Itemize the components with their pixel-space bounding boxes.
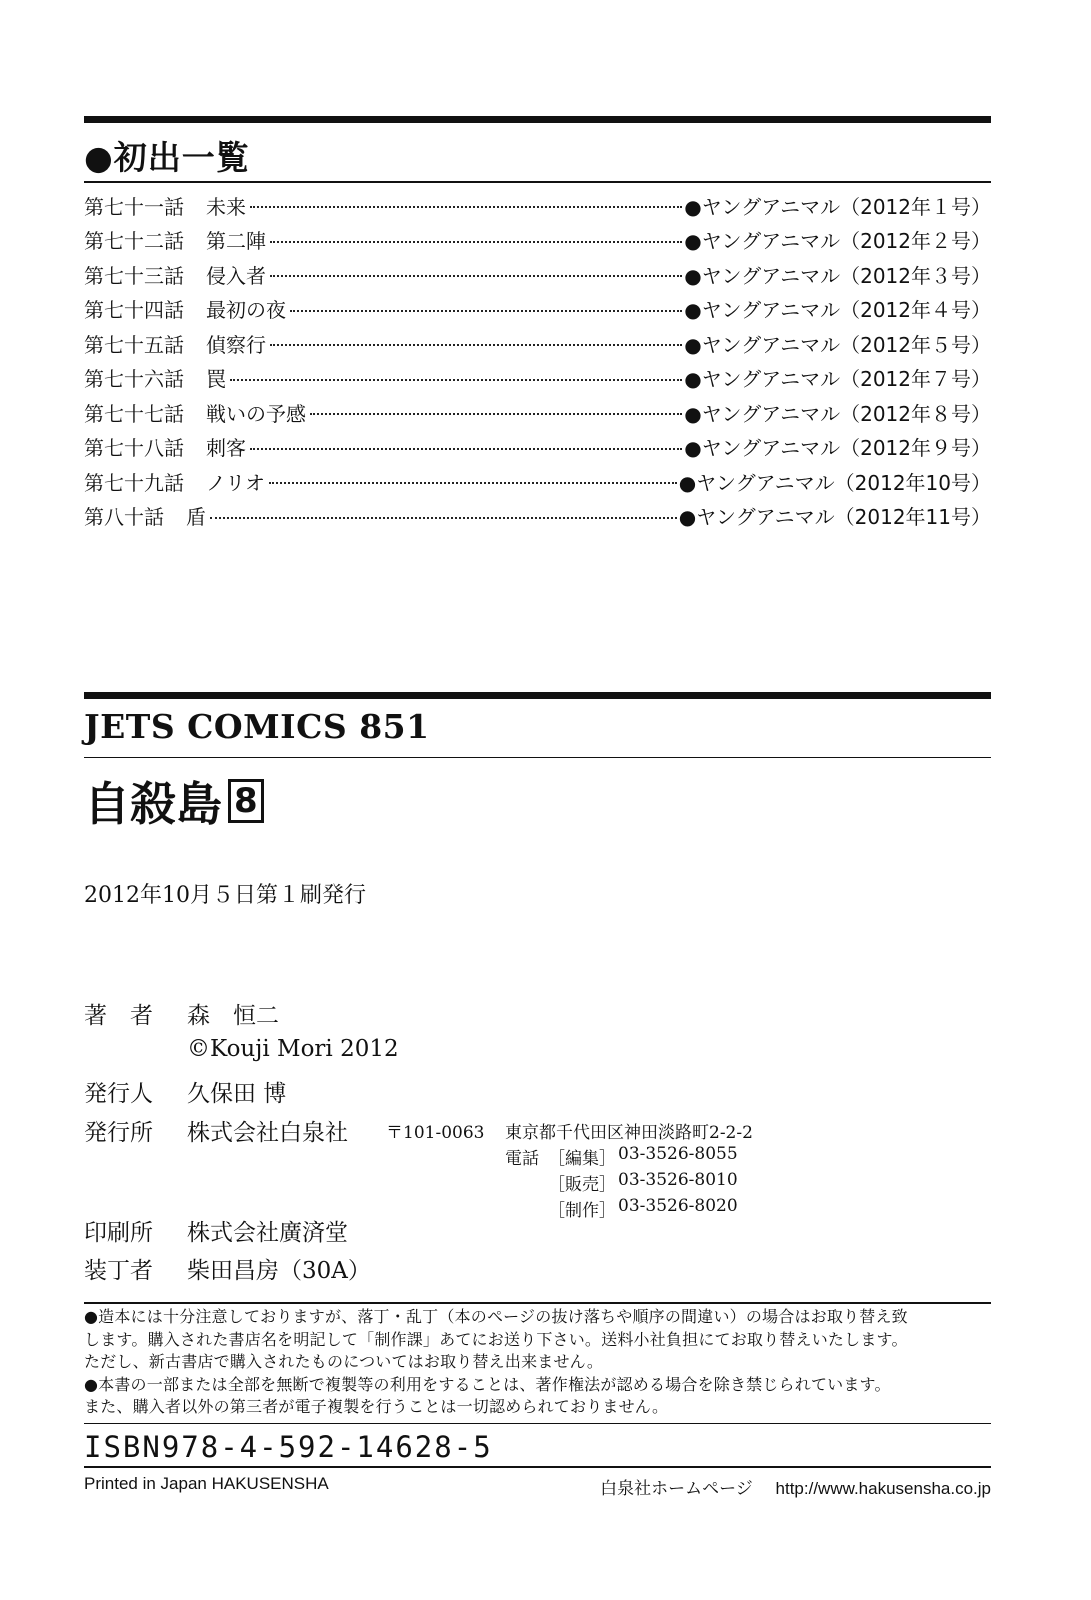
notice-bottom-rule xyxy=(84,1423,991,1424)
first-appearance-heading: ●初出一覧 xyxy=(84,138,250,177)
toc-source: ●ヤングアニマル（2012年３号） xyxy=(684,263,991,288)
heading-underline xyxy=(84,181,991,183)
publisher-name: 株式会社白泉社 xyxy=(187,1120,348,1146)
designer-label: 装丁者 xyxy=(84,1258,153,1284)
toc-row xyxy=(84,326,991,361)
publisher-address: 東京都千代田区神田淡路町2-2-2 xyxy=(505,1123,753,1143)
publish-date: 2012年10月５日第１刷発行 xyxy=(84,883,366,908)
toc-row xyxy=(84,430,991,465)
toc-leader-dots xyxy=(250,206,682,208)
phone-number: 03-3526-8055 xyxy=(618,1144,738,1164)
toc-row xyxy=(84,223,991,258)
homepage-label: 白泉社ホームページ xyxy=(600,1479,753,1498)
volume-number-box: 8 xyxy=(228,779,264,823)
printer-name: 株式会社廣済堂 xyxy=(187,1220,348,1246)
isbn: ISBN978-4-592-14628-5 xyxy=(84,1430,493,1464)
toc-title: 刺客 xyxy=(206,436,246,461)
phone-dept: ［販売］ xyxy=(548,1175,616,1195)
toc-title: 偵察行 xyxy=(206,332,266,357)
toc-title: 未来 xyxy=(206,194,246,219)
toc-row xyxy=(84,188,991,223)
toc-leader-dots xyxy=(250,448,682,450)
notice-line: ●造本には十分注意しておりますが、落丁・乱丁（本のページの抜け落ちや順序の間違い）の場合はお取り替え致 xyxy=(84,1307,908,1326)
toc-episode: 第七十四話 xyxy=(84,298,184,323)
author-name: 森 恒二 xyxy=(187,1003,279,1029)
colophon-thick-rule xyxy=(84,692,991,699)
notice-line: ●本書の一部または全部を無断で複製等の利用をすることは、著作権法が認める場合を除き禁じられています。 xyxy=(84,1374,891,1394)
notice-line: ただし、新古書店で購入されたものについてはお取り替え出来ません。 xyxy=(84,1352,604,1372)
toc-episode: 第七十五話 xyxy=(84,332,184,357)
toc-source: ●ヤングアニマル（2012年11号） xyxy=(678,505,991,530)
publisher-label: 発行所 xyxy=(84,1120,153,1146)
postal-code: 〒101-0063 xyxy=(386,1123,485,1143)
toc-leader-dots xyxy=(270,275,682,277)
homepage-url[interactable]: http://www.hakusensha.co.jp xyxy=(775,1479,991,1498)
toc-source: ●ヤングアニマル（2012年８号） xyxy=(684,401,991,426)
toc-episode: 第八十話 xyxy=(84,505,164,530)
notice-block xyxy=(84,1306,999,1419)
toc-row xyxy=(84,361,991,396)
toc-title: 第二陣 xyxy=(206,229,266,254)
toc-source: ●ヤングアニマル（2012年４号） xyxy=(684,298,991,323)
footer-homepage xyxy=(600,1474,991,1499)
toc-episode: 第七十七話 xyxy=(84,401,184,426)
publisher-person-label: 発行人 xyxy=(84,1081,153,1107)
printer-label: 印刷所 xyxy=(84,1220,153,1246)
toc-leader-dots xyxy=(230,379,682,381)
toc-leader-dots xyxy=(310,413,682,415)
toc-leader-dots xyxy=(270,344,682,346)
toc-episode: 第七十三話 xyxy=(84,263,184,288)
toc-row xyxy=(84,292,991,327)
top-thick-rule xyxy=(84,116,991,123)
phone-number: 03-3526-8020 xyxy=(618,1196,738,1216)
notice-top-rule xyxy=(84,1302,991,1304)
toc-episode: 第七十一話 xyxy=(84,194,184,219)
toc-title: 侵入者 xyxy=(206,263,266,288)
series-underline xyxy=(84,757,991,758)
toc-leader-dots xyxy=(269,482,677,484)
toc-row xyxy=(84,499,991,534)
phone-number: 03-3526-8010 xyxy=(618,1170,738,1190)
toc-leader-dots xyxy=(270,241,682,243)
toc-episode: 第七十八話 xyxy=(84,436,184,461)
notice-line: します。購入された書店名を明記して「制作課」あてにお送り下さい。送料小社負担にてお取り替えいたします。 xyxy=(84,1329,908,1349)
toc-leader-dots xyxy=(210,517,677,519)
toc-source: ●ヤングアニマル（2012年10号） xyxy=(678,470,991,495)
phone-dept: ［制作］ xyxy=(548,1201,616,1221)
toc-source: ●ヤングアニマル（2012年７号） xyxy=(684,367,991,392)
toc-title: ノリオ xyxy=(206,470,265,495)
phone-dept: ［編集］ xyxy=(548,1149,616,1169)
author-label: 著 者 xyxy=(84,1003,153,1029)
toc-leader-dots xyxy=(290,310,682,312)
designer-name: 柴田昌房（30A） xyxy=(187,1258,371,1284)
toc-source: ●ヤングアニマル（2012年５号） xyxy=(684,332,991,357)
toc-title: 最初の夜 xyxy=(206,298,286,323)
toc-title: 戦いの予感 xyxy=(206,401,306,426)
toc-row xyxy=(84,395,991,430)
phone-label: 電話 xyxy=(505,1149,539,1169)
toc-row xyxy=(84,257,991,292)
book-title xyxy=(84,768,264,834)
toc-source: ●ヤングアニマル（2012年２号） xyxy=(684,229,991,254)
toc-source: ●ヤングアニマル（2012年１号） xyxy=(684,194,991,219)
isbn-underline xyxy=(84,1466,991,1468)
book-title-text: 自殺島 xyxy=(84,777,222,831)
series-name: JETS COMICS 851 xyxy=(84,707,430,746)
toc-title: 盾 xyxy=(186,505,206,530)
publisher-person: 久保田 博 xyxy=(187,1081,287,1107)
toc-episode: 第七十二話 xyxy=(84,229,184,254)
toc-episode: 第七十六話 xyxy=(84,367,184,392)
toc-title: 罠 xyxy=(206,367,226,392)
notice-line: また、購入者以外の第三者が電子複製を行うことは一切認められておりません。 xyxy=(84,1397,669,1417)
toc-episode: 第七十九話 xyxy=(84,470,184,495)
toc-source: ●ヤングアニマル（2012年９号） xyxy=(684,436,991,461)
toc-row xyxy=(84,464,991,499)
first-appearance-list xyxy=(84,188,991,533)
printed-in-japan: Printed in Japan HAKUSENSHA xyxy=(84,1474,329,1493)
copyright: ©Kouji Mori 2012 xyxy=(187,1036,399,1062)
